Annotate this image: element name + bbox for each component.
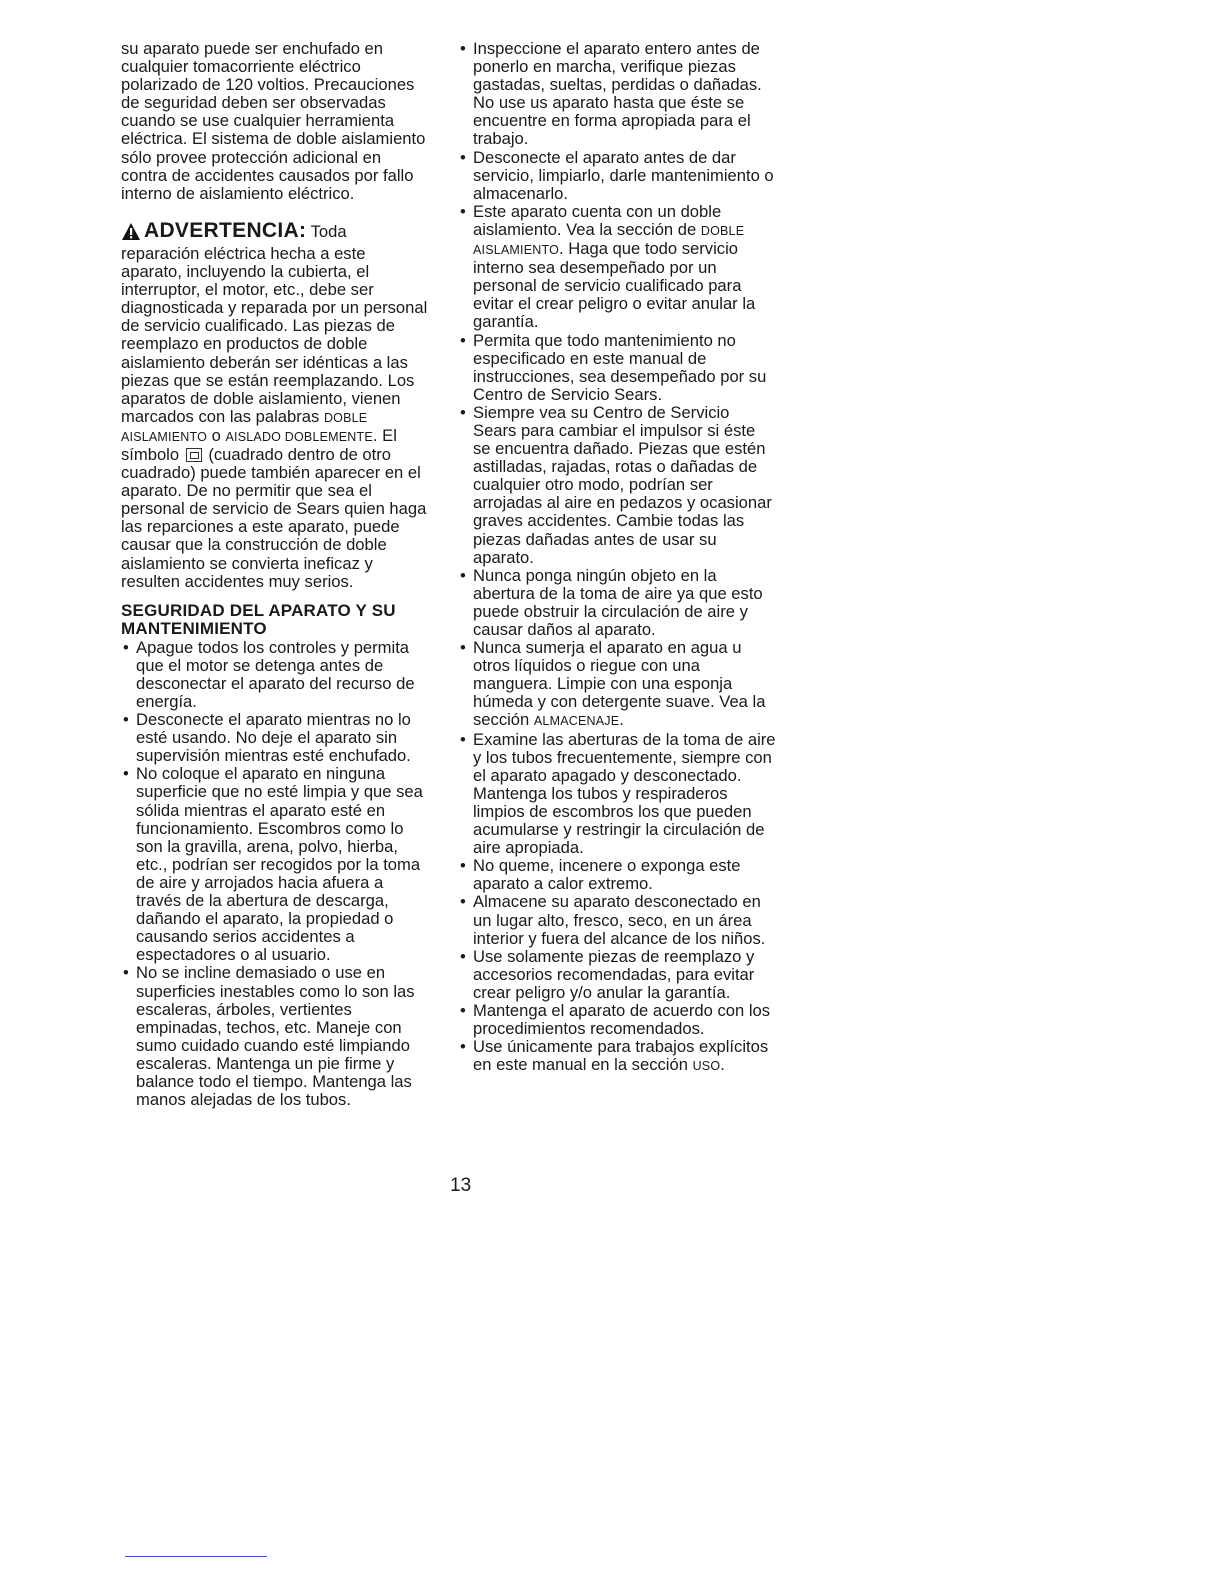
bullet-icon: • [460,565,466,585]
bullet-icon: • [460,1037,466,1057]
list-item [121,711,429,765]
ref-uso: USO [692,1059,721,1074]
term-aislado-doblemente: AISLADO DOBLEMENTE [225,429,373,444]
bullet-icon: • [460,201,466,221]
list-item [458,404,776,567]
page-number: 13 [450,1175,472,1196]
list-item [458,857,776,893]
list-item-text: Inspeccione el aparato entero antes de ponerlo en marcha, verifique piezas gastadas, sueltas, perdidas o dañadas. No use us aparato hasta que éste se encuentre en forma apropiada para el trabajo. [473,39,762,149]
double-square-symbol-icon [186,448,202,462]
right-column [458,40,776,1075]
warning-text-3: (cuadrado dentro de otro cuadrado) puede también aparecer en el aparato. De no permitir que sea el personal de servicio de Sears quien haga las reparciones a este aparato, puede causar que la construcción de doble aislamiento se convierta ineficaz y resulten accidentes muy serios. [121,444,427,591]
bottom-divider [125,1556,267,1557]
bullet-icon: • [460,330,466,350]
bullet-icon: • [460,856,466,876]
list-item-text: Almacene su aparato desconectado en un lugar alto, fresco, seco, en un área interior y fuera del alcance de los niños. [473,892,766,948]
list-item-text: Desconecte el aparato mientras no lo esté usando. No deje el aparato sin supervisión mientras esté enchufado. [136,710,411,766]
ref-doble-aislamiento: DOBLE AISLAMIENTO [473,223,745,258]
list-item-text-after: . [619,710,624,730]
bullet-icon: • [460,638,466,658]
list-item-text: Examine las aberturas de la toma de aire y los tubos frecuentemente, siempre con el aparato apagado y desconectado. Mantenga los tubos y respiraderos limpios de escombros los que pueden acumularse y restringir la circulación de aire apropiada. [473,729,776,858]
list-item [458,203,776,332]
term-doble-aislamiento: DOBLE AISLAMIENTO [121,410,368,444]
list-item [458,332,776,404]
list-item [458,893,776,947]
list-item [458,1038,776,1075]
list-item [458,567,776,639]
bullet-icon: • [123,963,129,983]
list-item [121,964,429,1109]
list-item-text: No coloque el aparato en ninguna superficie que no esté limpia y que sea sólida mientras el aparato esté en funcionamiento. Escombros como lo son la gravilla, arena, polvo, hierba, etc., podrían ser recogidos por la toma de aire y arrojados hacia afuera a través de la abertura de descarga, dañando el aparato, la propiedad o causando serios accidentes a espectadores o al usuario. [136,764,423,965]
left-bullet-list [121,639,429,1109]
list-item-text: Use únicamente para trabajos explícitos en este manual en la sección [473,1037,769,1075]
list-item-text: Use solamente piezas de reemplazo y accesorios recomendadas, para evitar crear peligro y/o anular la garantía. [473,946,755,1002]
list-item [458,149,776,203]
list-item [458,40,776,149]
warning-connector: o [211,425,221,445]
list-item-text: No queme, incenere o exponga este aparato a calor extremo. [473,856,741,894]
left-column [121,40,429,1109]
bullet-icon: • [123,710,129,730]
bullet-icon: • [460,147,466,167]
warning-text-2: . El símbolo [121,425,397,464]
intro-paragraph: su aparato puede ser enchufado en cualquier tomacorriente eléctrico polarizado de 120 voltios. Precauciones de seguridad deben ser observadas cuando se use cualquier herramienta eléctrica. El sistema de doble aislamiento sólo provee protección adicional en contra de accidentes causados por fallo interno de aislamiento eléctrico. [121,39,426,203]
list-item [458,639,776,730]
list-item-text: Nunca sumerja el aparato en agua u otros líquidos o riegue con una manguera. Limpie con una esponja húmeda y con detergente suave. Vea la sección [473,638,766,730]
bullet-icon: • [123,637,129,657]
list-item-text: Permita que todo mantenimiento no especificado en este manual de instrucciones, sea desempeñado por su Centro de Servicio Sears. [473,330,767,404]
list-item [121,765,429,964]
list-item-text: Este aparato cuenta con un doble aislamiento. Vea la sección de [473,201,722,239]
list-item-text-after: . [720,1055,725,1075]
bullet-icon: • [123,764,129,784]
bullet-icon: • [460,946,466,966]
list-item [458,731,776,858]
bullet-icon: • [460,1000,466,1020]
bullet-icon: • [460,402,466,422]
warning-triangle-icon [121,222,141,245]
list-item [121,639,429,711]
list-item [458,948,776,1002]
warning-block [121,218,429,591]
list-item-text: Apague todos los controles y permita que el motor se detenga antes de desconectar el aparato del recurso de energía. [136,637,415,711]
list-item-text: Nunca ponga ningún objeto en la abertura de la toma de aire ya que esto puede obstruir la circulación de aire y causar daños al aparato. [473,565,763,639]
list-item-text-after: . Haga que todo servicio interno sea desempeñado por un personal de servicio cualificado para evitar el crear peligro o evitar anular la garantía. [473,239,756,332]
list-item-text: Desconecte el aparato antes de dar servicio, limpiarlo, darle mantenimiento o almacenarlo. [473,147,774,203]
bullet-icon: • [460,892,466,912]
bullet-icon: • [460,729,466,749]
list-item-text: Mantenga el aparato de acuerdo con los procedimientos recomendados. [473,1000,771,1039]
ref-almacenaje: ALMACENAJE [533,714,620,729]
list-item-text: Siempre vea su Centro de Servicio Sears para cambiar el impulsor si éste se encuentra dañado. Piezas que estén astilladas, rajadas, rotas o dañadas de cualquier otro modo, podrían ser arrojadas al aire en pedazos y ocasionar graves accidentes. Cambie todas las piezas dañadas antes de usar su aparato. [473,402,772,567]
right-bullet-list [458,40,776,1075]
list-item [458,1002,776,1038]
list-item-text: No se incline demasiado o use en superficies inestables como lo son las escaleras, árboles, vertientes empinadas, techos, etc. Maneje con sumo cuidado cuando esté limpiando escaleras. Mantenga un pie firme y balance todo el tiempo. Mantenga las manos alejadas de los tubos. [136,963,415,1110]
warning-text-1: Toda reparación eléctrica hecha a este aparato, incluyendo la cubierta, el interruptor, el motor, etc., debe ser diagnosticada y reparada por un personal de servicio cualificado. Las piezas de reemplazo en productos de doble aislamiento deberán ser idénticas a las piezas que se están reemplazando. Los aparatos de doble aislamiento, vienen marcados con las palabras [121,221,428,426]
bullet-icon: • [460,39,466,58]
warning-heading: ADVERTENCIA: [144,218,307,242]
section-heading: SEGURIDAD DEL APARATO Y SU MANTENIMIENTO [121,600,396,639]
